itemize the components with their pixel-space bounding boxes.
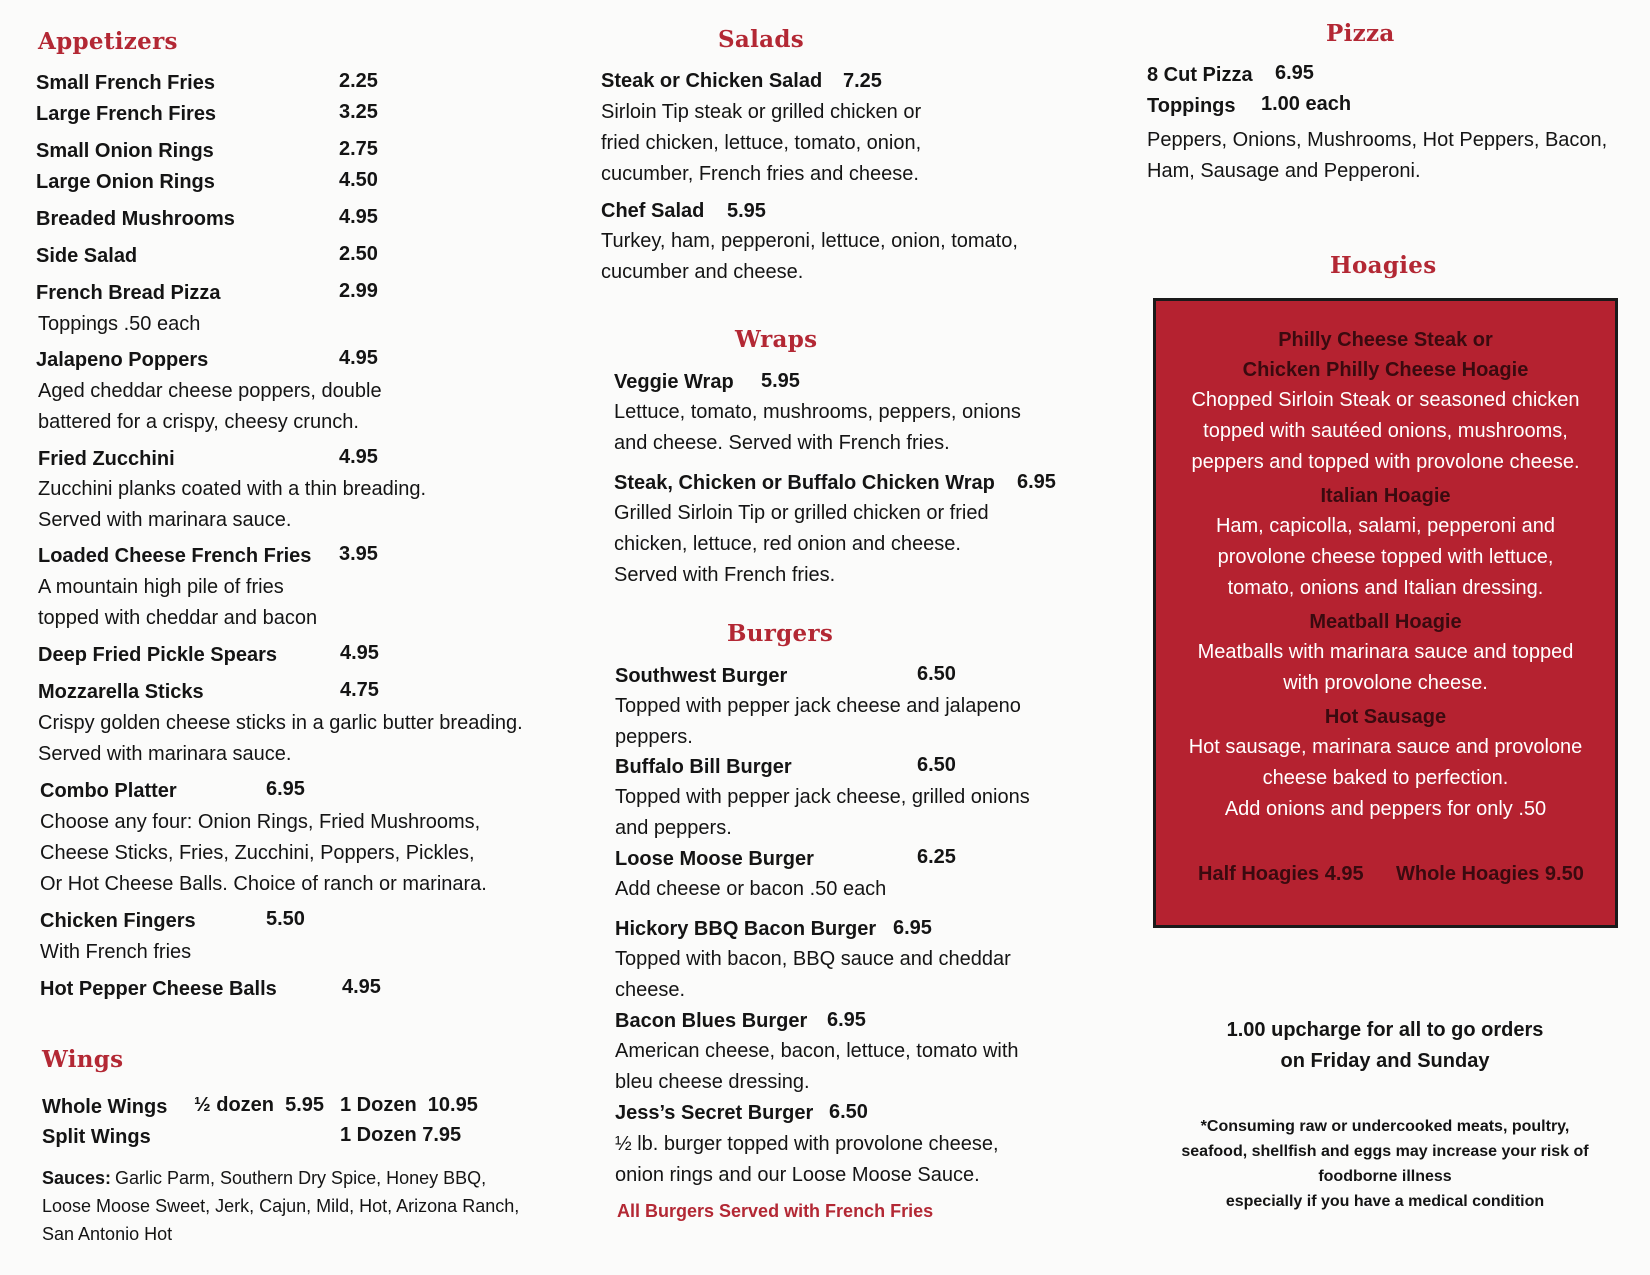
item-price: 6.95 (893, 917, 932, 939)
item-description: With French fries (40, 941, 192, 963)
item-name: Combo Platter (40, 780, 177, 802)
item-price: 4.75 (340, 679, 379, 701)
item-description: Zucchini planks coated with a thin breading. (38, 478, 427, 500)
item-description: topped with cheddar and bacon (38, 607, 318, 629)
item-description: Lettuce, tomato, mushrooms, peppers, onions (614, 401, 1021, 423)
item-description: Or Hot Cheese Balls. Choice of ranch or marinara. (40, 873, 487, 895)
pizza-toppings-price: 1.00 each (1261, 93, 1352, 115)
hoagie-description: Add onions and peppers for only .50 (1224, 798, 1547, 820)
item-price: 6.95 (1017, 471, 1056, 493)
item-price: 5.95 (727, 200, 766, 222)
item-name: Veggie Wrap (614, 371, 734, 393)
sauces-list: Garlic Parm, Southern Dry Spice, Honey BBQ, (115, 1168, 487, 1188)
item-description: Turkey, ham, pepperoni, lettuce, onion, tomato, (601, 230, 1018, 252)
pizza-toppings-list: Peppers, Onions, Mushrooms, Hot Peppers, Bacon, (1147, 129, 1608, 151)
pizza-toppings-list: Ham, Sausage and Pepperoni. (1147, 160, 1421, 182)
hoagie-name: Chicken Philly Cheese Hoagie (1242, 359, 1529, 381)
item-price: 3.95 (339, 543, 378, 565)
pizza-cut-label: 8 Cut Pizza (1147, 64, 1253, 86)
item-name: Buffalo Bill Burger (615, 756, 792, 778)
item-name: Small French Fries (36, 72, 215, 94)
item-description: cucumber, French fries and cheese. (601, 163, 919, 185)
item-description: ½ lb. burger topped with provolone cheese, (615, 1133, 999, 1155)
warning-line: seafood, shellfish and eggs may increase your risk of (1181, 1143, 1589, 1160)
item-description: peppers. (615, 726, 693, 748)
item-description: Served with French fries. (614, 564, 836, 586)
warning-line: *Consuming raw or undercooked meats, poultry, (1200, 1118, 1570, 1135)
item-description: Served with marinara sauce. (38, 509, 292, 531)
hoagies-title: Hoagies (1330, 252, 1437, 279)
item-description: onion rings and our Loose Moose Sauce. (615, 1164, 980, 1186)
item-price: 5.95 (761, 370, 800, 392)
item-name: Large French Fires (36, 103, 217, 125)
whole-wings-label: Whole Wings (42, 1096, 168, 1118)
hoagie-description: provolone cheese topped with lettuce, (1217, 546, 1554, 568)
pizza-title: Pizza (1326, 20, 1395, 47)
hoagie-name: Philly Cheese Steak or (1278, 329, 1493, 351)
item-name: Large Onion Rings (36, 171, 215, 193)
hoagie-description: with provolone cheese. (1283, 672, 1488, 694)
item-description: Cheese Sticks, Fries, Zucchini, Poppers, Pickles, (40, 842, 475, 864)
item-price: 6.25 (917, 846, 956, 868)
hoagie-description: Meatballs with marinara sauce and topped (1197, 641, 1574, 663)
item-price: 2.50 (339, 243, 378, 265)
hoagie-description: peppers and topped with provolone cheese. (1191, 451, 1580, 473)
half-hoagies-price: Half Hoagies 4.95 (1198, 863, 1364, 885)
hoagie-description: topped with sautéed onions, mushrooms, (1203, 420, 1568, 442)
item-name: Loose Moose Burger (615, 848, 814, 870)
whole-hoagies-price: Whole Hoagies 9.50 (1396, 863, 1584, 885)
item-name: Chef Salad (601, 200, 705, 222)
item-description: American cheese, bacon, lettuce, tomato with (615, 1040, 1019, 1062)
upcharge-note (1140, 1015, 1630, 1077)
item-description: Grilled Sirloin Tip or grilled chicken or fried (614, 502, 989, 524)
item-name: Loaded Cheese French Fries (38, 545, 312, 567)
item-price: 7.25 (843, 70, 882, 92)
item-description: chicken, lettuce, red onion and cheese. (614, 533, 961, 555)
item-name: Chicken Fingers (40, 910, 196, 932)
hoagie-description: Hot sausage, marinara sauce and provolone (1188, 736, 1583, 758)
item-name: Bacon Blues Burger (615, 1010, 808, 1032)
wings-title: Wings (42, 1046, 124, 1073)
wraps-title: Wraps (735, 326, 818, 353)
upcharge-line: 1.00 upcharge for all to go orders (1226, 1019, 1544, 1041)
item-description: Choose any four: Onion Rings, Fried Mushrooms, (40, 811, 481, 833)
burgers-title: Burgers (727, 620, 834, 647)
appetizers-title: Appetizers (38, 28, 178, 55)
item-name: Jess’s Secret Burger (615, 1102, 814, 1124)
item-price: 6.95 (266, 778, 305, 800)
item-description: Aged cheddar cheese poppers, double (38, 380, 382, 402)
item-description: battered for a crispy, cheesy crunch. (38, 411, 359, 433)
item-description: and cheese. Served with French fries. (614, 432, 950, 454)
item-description: cheese. (615, 979, 686, 1001)
item-price: 6.50 (917, 663, 956, 685)
item-price: 6.50 (829, 1101, 868, 1123)
sauces-label: Sauces: (42, 1168, 112, 1188)
item-name: Breaded Mushrooms (36, 208, 235, 230)
hoagies-box (1153, 298, 1618, 928)
item-name: Steak or Chicken Salad (601, 70, 823, 92)
item-price: 4.95 (339, 347, 378, 369)
burgers-note: All Burgers Served with French Fries (617, 1201, 934, 1221)
salads-title: Salads (718, 26, 804, 53)
item-description: A mountain high pile of fries (38, 576, 284, 598)
hoagie-name: Meatball Hoagie (1309, 611, 1462, 633)
split-wings-dozen: 1 Dozen 7.95 (340, 1124, 462, 1146)
hoagie-name: Hot Sausage (1324, 706, 1447, 728)
whole-wings-dozen: 1 Dozen 10.95 (340, 1094, 478, 1116)
item-name: Side Salad (36, 245, 138, 267)
item-name: Jalapeno Poppers (36, 349, 209, 371)
hoagie-description: Ham, capicolla, salami, pepperoni and (1215, 515, 1556, 537)
item-price: 4.95 (340, 642, 379, 664)
item-description: bleu cheese dressing. (615, 1071, 810, 1093)
item-price: 2.75 (339, 138, 378, 160)
pizza-toppings-label: Toppings (1147, 95, 1236, 117)
item-price: 2.99 (339, 280, 378, 302)
item-price: 4.50 (339, 169, 378, 191)
item-description: and peppers. (615, 817, 732, 839)
food-safety-warning (1140, 1114, 1630, 1214)
warning-line: foodborne illness (1318, 1168, 1452, 1185)
item-name: Hot Pepper Cheese Balls (40, 978, 277, 1000)
item-description: Toppings .50 each (38, 313, 201, 335)
item-description: Topped with pepper jack cheese and jalapeno (615, 695, 1021, 717)
item-description: Served with marinara sauce. (38, 743, 292, 765)
sauces-list: Loose Moose Sweet, Jerk, Cajun, Mild, Hot, Arizona Ranch, (42, 1196, 520, 1216)
item-price: 4.95 (339, 206, 378, 228)
item-description: Sirloin Tip steak or grilled chicken or (601, 101, 922, 123)
whole-wings-half-dozen: ½ dozen 5.95 (194, 1094, 325, 1116)
item-description: fried chicken, lettuce, tomato, onion, (601, 132, 922, 154)
item-price: 4.95 (339, 446, 378, 468)
split-wings-label: Split Wings (42, 1126, 151, 1148)
item-name: Deep Fried Pickle Spears (38, 644, 278, 666)
pizza-cut-price: 6.95 (1275, 62, 1314, 84)
warning-line: especially if you have a medical condition (1225, 1193, 1545, 1210)
item-description: cucumber and cheese. (601, 261, 804, 283)
item-price: 5.50 (266, 908, 305, 930)
item-name: Mozzarella Sticks (38, 681, 204, 703)
item-name: Hickory BBQ Bacon Burger (615, 918, 877, 940)
item-description: Topped with pepper jack cheese, grilled onions (615, 786, 1030, 808)
item-name: Fried Zucchini (38, 448, 175, 470)
item-price: 2.25 (339, 70, 378, 92)
item-price: 6.50 (917, 754, 956, 776)
hoagie-description: cheese baked to perfection. (1262, 767, 1509, 789)
item-description: Topped with bacon, BBQ sauce and cheddar (615, 948, 1011, 970)
item-description: Crispy golden cheese sticks in a garlic butter breading. (38, 712, 523, 734)
item-description: Add cheese or bacon .50 each (615, 878, 887, 900)
item-price: 4.95 (342, 976, 381, 998)
hoagie-name: Italian Hoagie (1320, 485, 1451, 507)
item-name: Small Onion Rings (36, 140, 214, 162)
item-price: 3.25 (339, 101, 378, 123)
hoagie-description: Chopped Sirloin Steak or seasoned chicken (1191, 389, 1580, 411)
item-name: Steak, Chicken or Buffalo Chicken Wrap (614, 472, 995, 494)
item-name: French Bread Pizza (36, 282, 221, 304)
hoagie-description: tomato, onions and Italian dressing. (1227, 577, 1544, 599)
upcharge-line: on Friday and Sunday (1280, 1050, 1490, 1072)
item-price: 6.95 (827, 1009, 866, 1031)
item-name: Southwest Burger (615, 665, 788, 687)
sauces-list: San Antonio Hot (42, 1224, 173, 1244)
